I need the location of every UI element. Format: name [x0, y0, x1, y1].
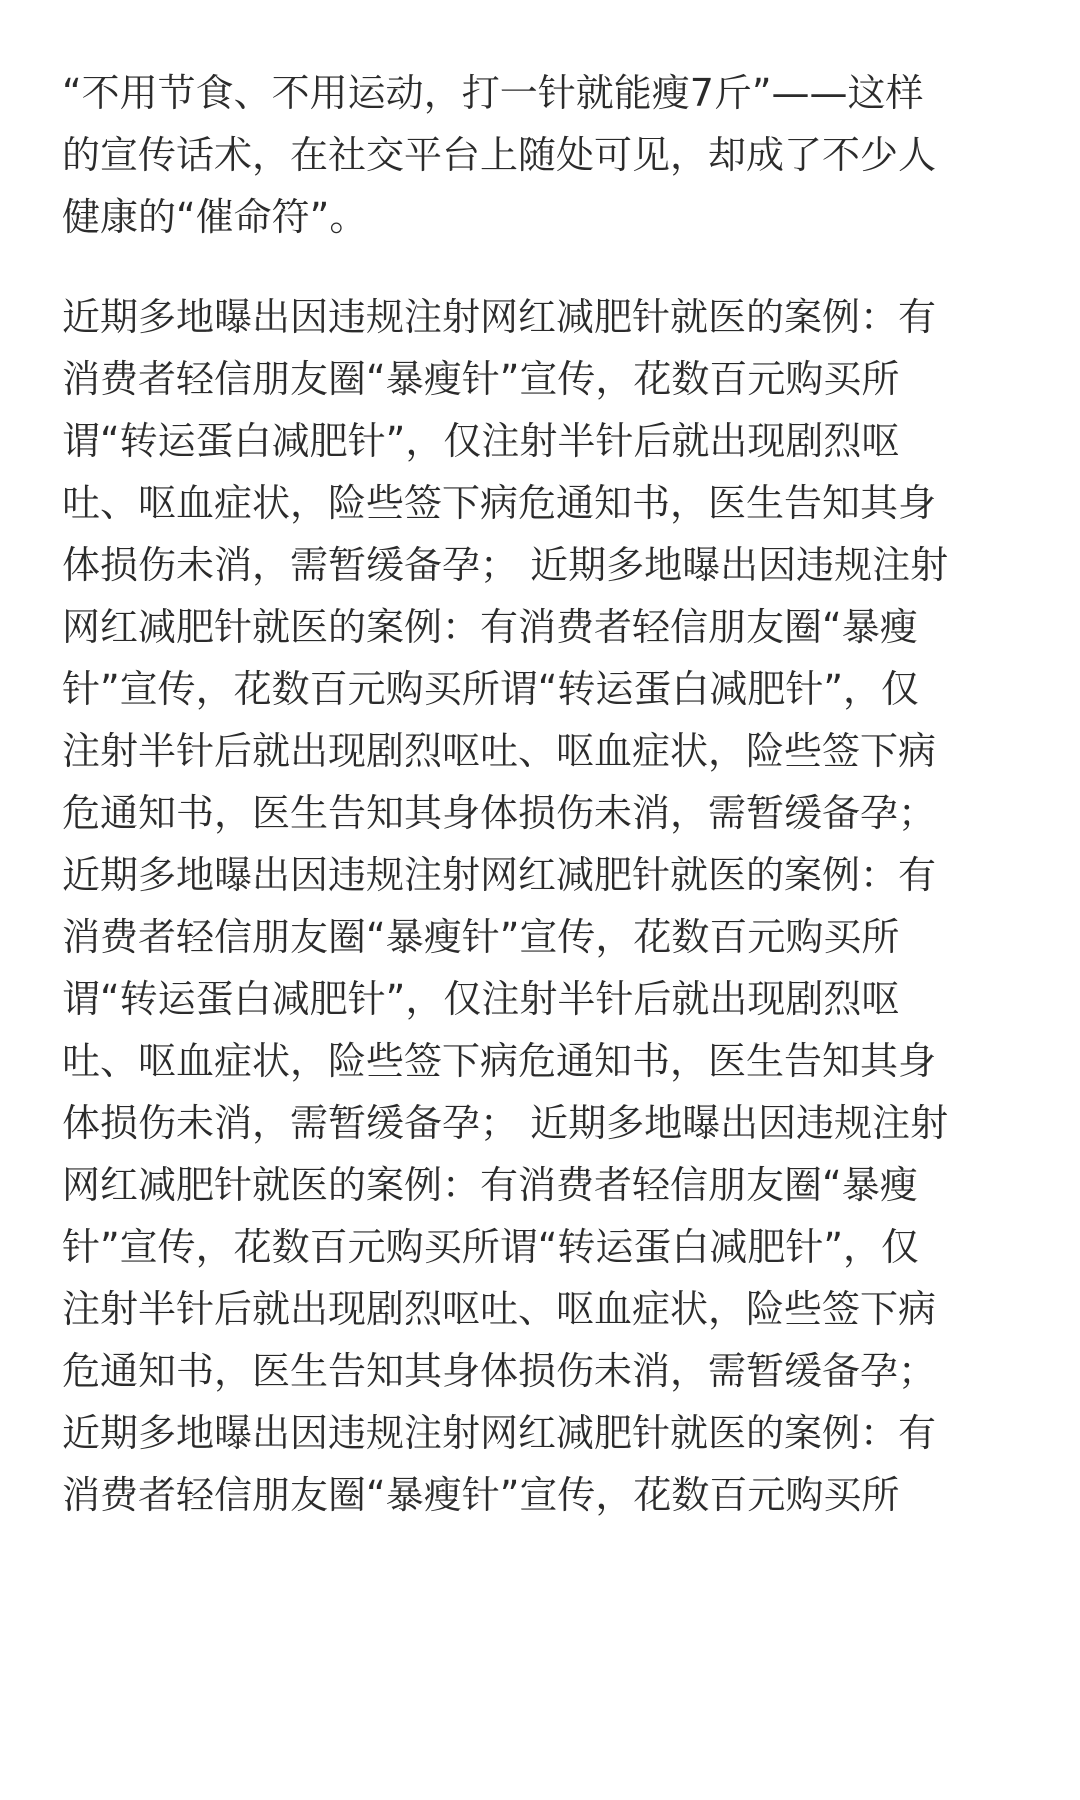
text-line: 网红减肥针就医的案例：有消费者轻信朋友圈“暴瘦 [62, 605, 918, 649]
text-line: “不用节食、不用运动，打一针就能瘦7斤”——这样 [62, 71, 924, 115]
text-line: 近期多地曝出因违规注射网红减肥针就医的案例：有 [62, 295, 937, 339]
article-paragraph-cases [62, 286, 1022, 1526]
text-line: 危通知书，医生告知其身体损伤未消，需暂缓备孕； [62, 791, 937, 835]
text-line: 消费者轻信朋友圈“暴瘦针”宣传，花数百元购买所 [62, 915, 900, 959]
paragraph-spacer [62, 248, 1022, 286]
text-line: 近期多地曝出因违规注射网红减肥针就医的案例：有 [62, 1411, 937, 1455]
text-line: 消费者轻信朋友圈“暴瘦针”宣传，花数百元购买所 [62, 1473, 900, 1517]
text-line: 近期多地曝出因违规注射网红减肥针就医的案例：有 [62, 853, 937, 897]
text-line: 吐、呕血症状，险些签下病危通知书，医生告知其身 [62, 481, 937, 525]
text-line: 吐、呕血症状，险些签下病危通知书，医生告知其身 [62, 1039, 937, 1083]
text-line: 消费者轻信朋友圈“暴瘦针”宣传，花数百元购买所 [62, 357, 900, 401]
text-line: 健康的“催命符”。 [62, 195, 368, 239]
text-line: 针”宣传，花数百元购买所谓“转运蛋白减肥针”，仅 [62, 1225, 920, 1269]
text-line: 网红减肥针就医的案例：有消费者轻信朋友圈“暴瘦 [62, 1163, 918, 1207]
text-line: 危通知书，医生告知其身体损伤未消，需暂缓备孕； [62, 1349, 937, 1393]
article-body [62, 62, 1022, 1526]
article-paragraph-intro [62, 62, 1022, 248]
text-line: 针”宣传，花数百元购买所谓“转运蛋白减肥针”，仅 [62, 667, 920, 711]
text-line: 注射半针后就出现剧烈呕吐、呕血症状，险些签下病 [62, 1287, 937, 1331]
text-line: 的宣传话术，在社交平台上随处可见，却成了不少人 [62, 133, 937, 177]
text-line: 体损伤未消，需暂缓备孕； 近期多地曝出因违规注射 [62, 1101, 949, 1145]
text-line: 注射半针后就出现剧烈呕吐、呕血症状，险些签下病 [62, 729, 937, 773]
text-line: 谓“转运蛋白减肥针”，仅注射半针后就出现剧烈呕 [62, 977, 900, 1021]
text-line: 谓“转运蛋白减肥针”，仅注射半针后就出现剧烈呕 [62, 419, 900, 463]
text-line: 体损伤未消，需暂缓备孕； 近期多地曝出因违规注射 [62, 543, 949, 587]
